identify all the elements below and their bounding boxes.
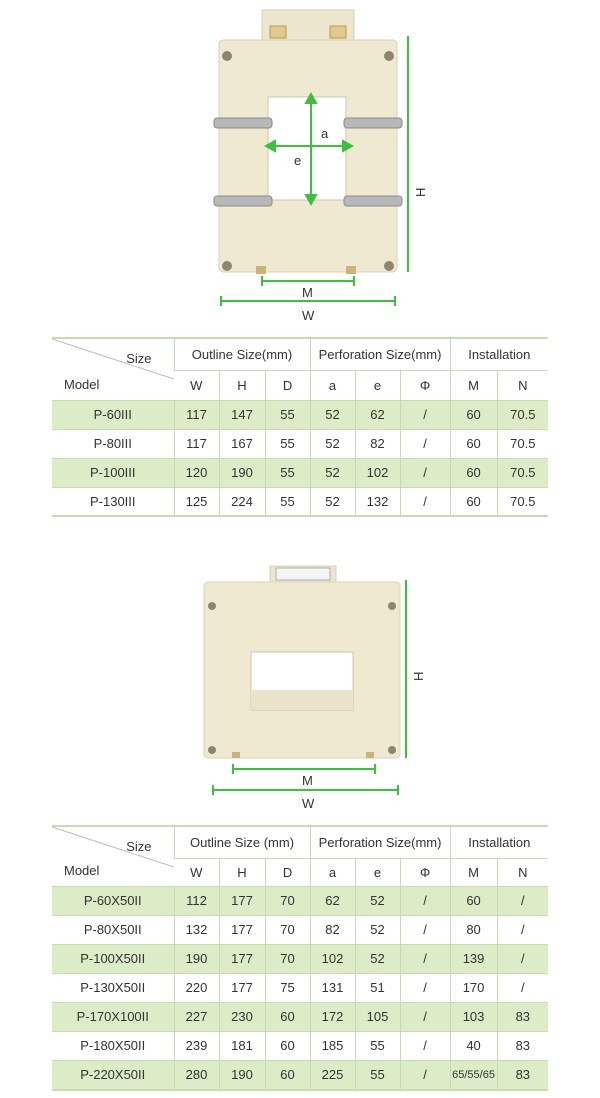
table-cell: 225 [310, 1060, 355, 1090]
subheader-cell: D [265, 370, 310, 400]
table-cell: / [400, 915, 450, 944]
header-outline: Outline Size (mm) [174, 826, 310, 858]
model-cell: P-60X50II [52, 886, 174, 915]
transformer-drawing-1 [0, 0, 600, 335]
model-cell: P-220X50II [52, 1060, 174, 1090]
table-cell: 172 [310, 1002, 355, 1031]
model-cell: P-80III [52, 429, 174, 458]
label-h: H [413, 187, 428, 197]
table-cell: 83 [497, 1031, 548, 1060]
table-cell: 70.5 [497, 458, 548, 487]
transformer-drawing-2 [0, 560, 600, 820]
header-size: Size [126, 351, 152, 366]
table-cell: 177 [219, 973, 265, 1002]
table-cell: 239 [174, 1031, 219, 1060]
subheader-cell: D [265, 858, 310, 886]
table-row [52, 400, 548, 429]
table-cell: 55 [265, 487, 310, 516]
model-cell: P-130III [52, 487, 174, 516]
table-cell: 102 [355, 458, 400, 487]
table-cell: 190 [219, 1060, 265, 1090]
table-cell: 125 [174, 487, 219, 516]
subheader-cell: a [310, 858, 355, 886]
subheader-cell: e [355, 370, 400, 400]
table-cell: 52 [355, 915, 400, 944]
table-cell: 103 [450, 1002, 497, 1031]
table-cell: 65/55/65 [450, 1060, 497, 1090]
table-row [52, 1031, 548, 1060]
table-cell: 131 [310, 973, 355, 1002]
table-cell: 52 [310, 429, 355, 458]
spec-table-1 [52, 337, 548, 517]
subheader-cell: e [355, 858, 400, 886]
table-cell: 220 [174, 973, 219, 1002]
subheader-cell: M [450, 858, 497, 886]
subheader-cell: Φ [400, 858, 450, 886]
table-cell: 112 [174, 886, 219, 915]
aperture [268, 97, 346, 200]
table-cell: / [400, 1002, 450, 1031]
label-h: H [411, 671, 426, 681]
table-cell: 70.5 [497, 429, 548, 458]
table-cell: / [497, 886, 548, 915]
header-size-model [52, 826, 174, 886]
table-cell: 139 [450, 944, 497, 973]
table-cell: 83 [497, 1060, 548, 1090]
table-cell: 55 [265, 429, 310, 458]
label-e: e [294, 153, 302, 168]
table-cell: / [497, 915, 548, 944]
table-row [52, 487, 548, 516]
table-cell: 60 [265, 1002, 310, 1031]
table-cell: 52 [355, 886, 400, 915]
header-model: Model [64, 862, 100, 878]
table-cell: 60 [265, 1031, 310, 1060]
table-cell: 60 [450, 429, 497, 458]
table-cell: 190 [219, 458, 265, 487]
table-cell: 70.5 [497, 487, 548, 516]
table-cell: 80 [450, 915, 497, 944]
table-cell: 181 [219, 1031, 265, 1060]
table-cell: 82 [310, 915, 355, 944]
table-cell: 177 [219, 944, 265, 973]
model-cell: P-100III [52, 458, 174, 487]
table-row [52, 915, 548, 944]
table-cell: 177 [219, 886, 265, 915]
table-cell: 82 [355, 429, 400, 458]
table-cell: 51 [355, 973, 400, 1002]
subheader-cell: W [174, 858, 219, 886]
table-cell: 75 [265, 973, 310, 1002]
table-cell: 167 [219, 429, 265, 458]
table-cell: / [400, 458, 450, 487]
table-row [52, 1060, 548, 1090]
table-cell: 60 [450, 487, 497, 516]
spec-table-2 [52, 825, 548, 1091]
header-outline: Outline Size(mm) [174, 338, 310, 370]
table-cell: 120 [174, 458, 219, 487]
subheader-cell: H [219, 370, 265, 400]
model-cell: P-80X50II [52, 915, 174, 944]
table-row [52, 973, 548, 1002]
label-w: W [302, 308, 315, 323]
table-cell: / [497, 944, 548, 973]
table-cell: 102 [310, 944, 355, 973]
table-row [52, 429, 548, 458]
model-cell: P-100X50II [52, 944, 174, 973]
table-cell: 170 [450, 973, 497, 1002]
model-cell: P-130X50II [52, 973, 174, 1002]
header-installation: Installation [450, 826, 548, 858]
table-cell: / [400, 944, 450, 973]
subheader-cell: a [310, 370, 355, 400]
table-cell: / [400, 400, 450, 429]
table-cell: 52 [310, 487, 355, 516]
table-cell: 280 [174, 1060, 219, 1090]
header-size: Size [126, 839, 152, 854]
subheader-cell: W [174, 370, 219, 400]
table-cell: / [400, 429, 450, 458]
table-row [52, 886, 548, 915]
table-row [52, 944, 548, 973]
model-cell: P-60III [52, 400, 174, 429]
table-cell: 62 [355, 400, 400, 429]
table-cell: 40 [450, 1031, 497, 1060]
table-cell: 55 [265, 400, 310, 429]
subheader-cell: H [219, 858, 265, 886]
table-cell: 70.5 [497, 400, 548, 429]
table-cell: 52 [355, 944, 400, 973]
table-cell: 70 [265, 944, 310, 973]
table-cell: / [400, 1060, 450, 1090]
table-cell: 105 [355, 1002, 400, 1031]
header-model: Model [64, 376, 100, 392]
header-size-model [52, 338, 174, 400]
subheader-cell: N [497, 370, 548, 400]
table-cell: 177 [219, 915, 265, 944]
table-cell: 190 [174, 944, 219, 973]
table-cell: 52 [310, 400, 355, 429]
label-m: M [302, 285, 313, 300]
table-cell: 60 [265, 1060, 310, 1090]
table-cell: 147 [219, 400, 265, 429]
label-m: M [302, 773, 313, 788]
label-a: a [321, 126, 329, 141]
table-cell: / [400, 487, 450, 516]
table-row [52, 458, 548, 487]
header-perforation: Perforation Size(mm) [310, 826, 450, 858]
table-cell: / [400, 886, 450, 915]
table-cell: / [400, 1031, 450, 1060]
table-row [52, 1002, 548, 1031]
table-cell: 117 [174, 400, 219, 429]
subheader-cell: M [450, 370, 497, 400]
table-cell: 55 [355, 1031, 400, 1060]
subheader-cell: N [497, 858, 548, 886]
table-cell: 52 [310, 458, 355, 487]
table-cell: / [497, 973, 548, 1002]
table-cell: 230 [219, 1002, 265, 1031]
header-installation: Installation [450, 338, 548, 370]
model-cell: P-180X50II [52, 1031, 174, 1060]
subheader-cell: Φ [400, 370, 450, 400]
table-cell: 60 [450, 458, 497, 487]
label-w: W [302, 796, 315, 811]
table-cell: 132 [174, 915, 219, 944]
table-cell: 60 [450, 400, 497, 429]
table-cell: 60 [450, 886, 497, 915]
model-cell: P-170X100II [52, 1002, 174, 1031]
table-cell: 132 [355, 487, 400, 516]
table-cell: 224 [219, 487, 265, 516]
table-cell: 70 [265, 886, 310, 915]
table-cell: 117 [174, 429, 219, 458]
table-cell: 62 [310, 886, 355, 915]
table-cell: 185 [310, 1031, 355, 1060]
table-cell: 55 [355, 1060, 400, 1090]
header-perforation: Perforation Size(mm) [310, 338, 450, 370]
table-cell: 55 [265, 458, 310, 487]
table-cell: 227 [174, 1002, 219, 1031]
table-cell: 83 [497, 1002, 548, 1031]
table-cell: / [400, 973, 450, 1002]
table-cell: 70 [265, 915, 310, 944]
